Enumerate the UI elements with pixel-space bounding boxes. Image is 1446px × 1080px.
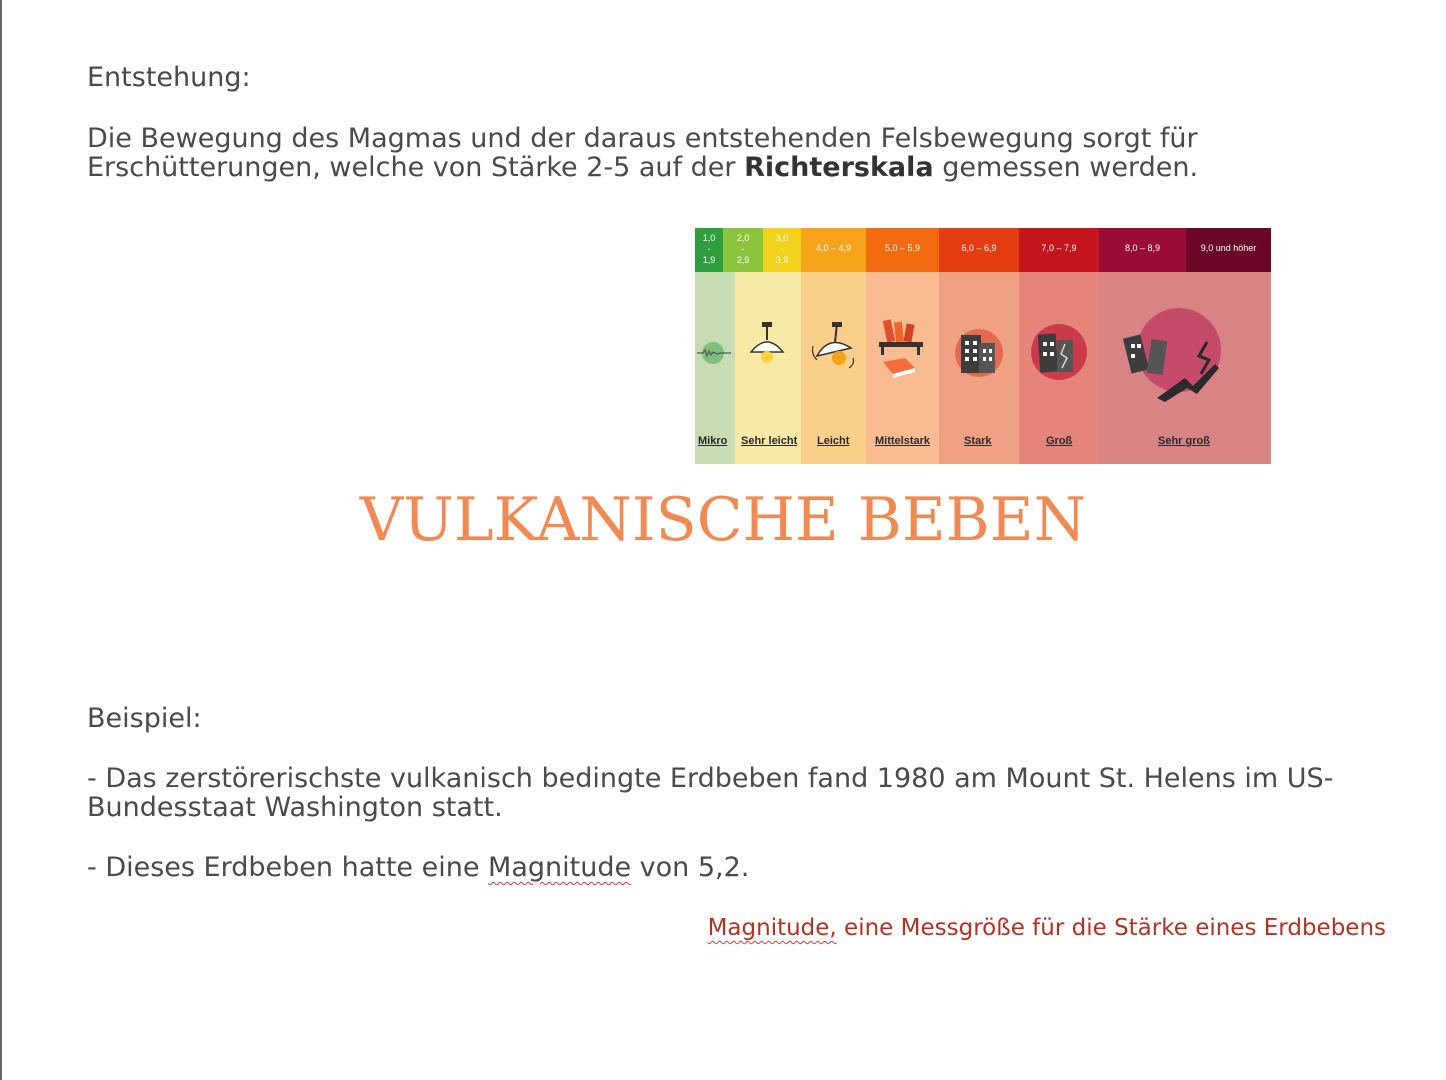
example-item-2-start: - Dieses Erdbeben hatte eine bbox=[87, 852, 489, 883]
scale-header-8: 8,0 – 8,9 bbox=[1099, 228, 1186, 272]
scale-header-4: 4,0 – 4,9 bbox=[801, 228, 866, 272]
scale-header-1: 1,0 - 1,9 bbox=[695, 228, 723, 272]
building-icon bbox=[953, 325, 1005, 381]
paragraph-text-start: Die Bewegung des Magmas und der daraus entstehenden Felsbewegung sorgt für Erschütterungen, welche von Stärke 2-5 auf der bbox=[87, 123, 1198, 183]
scale-header-3: 3,0 - 3,9 bbox=[763, 228, 801, 272]
footnote-definition: eine Messgröße für die Stärke eines Erdbebens bbox=[836, 915, 1386, 941]
page-title: VULKANISCHE BEBEN bbox=[359, 485, 1087, 555]
scale-label-gross: Groß bbox=[1046, 435, 1073, 447]
scale-label-sehr-gross: Sehr groß bbox=[1158, 435, 1210, 447]
scale-label-leicht: Leicht bbox=[817, 435, 850, 447]
scale-label-mikro: Mikro bbox=[698, 435, 728, 447]
scale-header-7: 7,0 – 7,9 bbox=[1019, 228, 1099, 272]
scale-header-6: 6,0 – 6,9 bbox=[939, 228, 1019, 272]
magnitude-word: Magnitude bbox=[488, 852, 632, 883]
scale-header-9: 9,0 und höher bbox=[1186, 228, 1271, 272]
hanging-lamp-icon bbox=[743, 320, 791, 372]
scale-label-mittelstark: Mittelstark bbox=[875, 435, 931, 447]
example-item-1: - Das zerstörerischste vulkanisch bedingte Erdbeben fand 1980 am Mount St. Helens im US-Bundesstaat Washington statt. bbox=[87, 763, 1334, 823]
richter-scale-graphic bbox=[695, 228, 1271, 464]
example-item-2-end: von 5,2. bbox=[631, 852, 750, 883]
scale-label-sehr-leicht: Sehr leicht bbox=[741, 435, 798, 447]
richterskala-bold: Richterskala bbox=[744, 152, 934, 183]
swinging-lamp-icon bbox=[809, 320, 859, 376]
scale-header-2: 2,0 - 2,9 bbox=[723, 228, 763, 272]
footnote-term: Magnitude, bbox=[707, 915, 837, 941]
paragraph-text-end: gemessen werden. bbox=[933, 152, 1199, 183]
section-heading-beispiel: Beispiel: bbox=[87, 703, 202, 734]
entstehung-paragraph bbox=[87, 124, 1337, 182]
collapsing-buildings-icon bbox=[1115, 306, 1225, 404]
falling-shelf-icon bbox=[875, 312, 931, 386]
example-item-2 bbox=[87, 853, 749, 882]
scale-header-5: 5,0 – 5,9 bbox=[866, 228, 939, 272]
scale-label-stark: Stark bbox=[964, 435, 992, 447]
magnitude-footnote bbox=[708, 914, 1386, 942]
section-heading-entstehung: Entstehung: bbox=[87, 62, 251, 93]
cracked-building-icon bbox=[1029, 322, 1089, 384]
seismic-wave-icon bbox=[697, 340, 731, 366]
